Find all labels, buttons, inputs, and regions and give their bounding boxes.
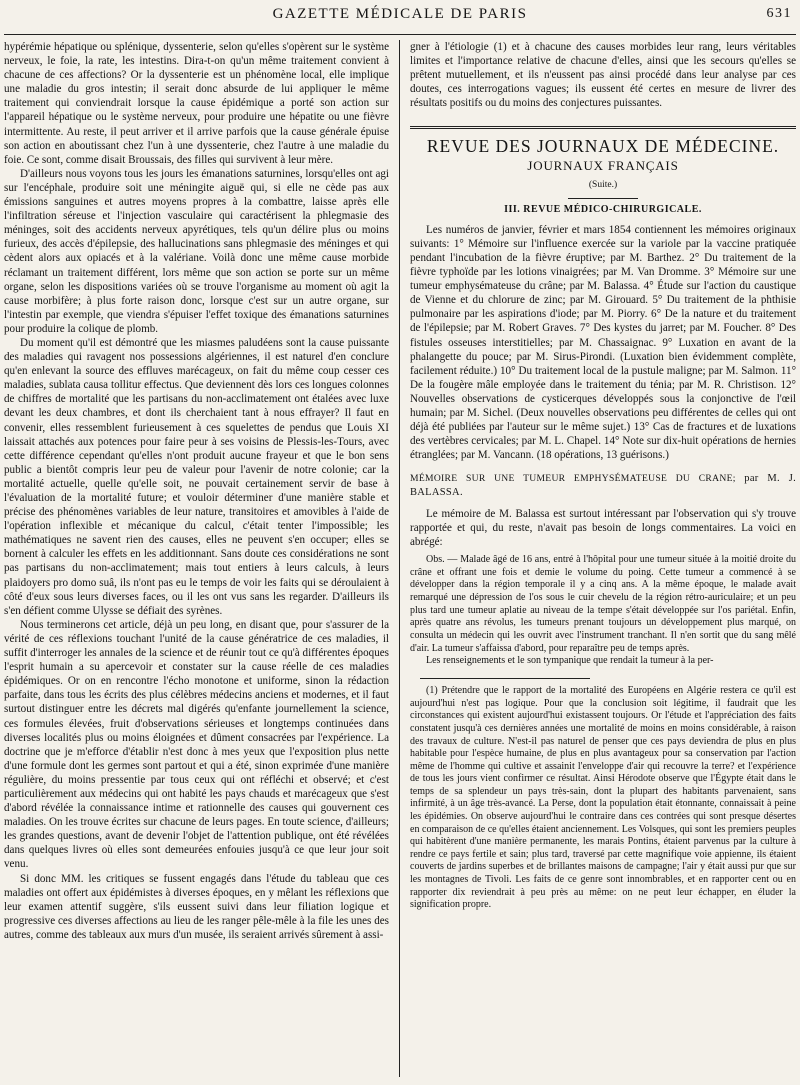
memoir-title: MÉMOIRE SUR UNE TUMEUR EMPHYSÉMATEUSE DU CRANE;: [410, 473, 736, 485]
column-divider: [399, 40, 400, 1077]
running-head: [0, 6, 800, 32]
paragraph: Du moment qu'il est démontré que les miasmes paludéens sont la cause puissante des maladies qui ravagent nos possessions algériennes, il est naturel d'en conclure qu'en enlevant la source des effluves marécageux, on fait du même coup cesser ces maladies, sublata causa tollitur effectus. Que deviennent dès lors ces longues colonnes de chiffres de mortalité que les partisans du non-acclimatement ont étalées avec luxe devant les deux chambres, et dont ils cherchaient tant à nous effrayer? Il faut en convenir, elles ressemblent furieusement à ces squelettes de pendus que Louis XI laissait attachés aux potences pour faire peur à ses voisins de Plessis-les-Tours, avec cette différence cependant qu'elles n'ont produit aucune frayeur et que le bon sens public a bientôt compris leur peu de valeur pour l'avenir de notre colonie; car la mortalité actuelle, quelle qu'elle soit, ne pouvait certainement servir de base à l'évaluation de la mortalité future; et vouloir déterminer d'une manière stable et précise des phénomènes variables de leur nature, transitoires et amovibles à l'aide de l'opération inflexible et mécanique du calcul, c'était tenter l'impossible; les mathématiques ne savent rien des causes, elles ne peuvent s'en occuper; elles se bornent à calculer les effets en les additionnant. Sans doute ces considérations ne sont pas partisans du non-acclimatement; mais tout entiers à leurs calculs, à leurs plaidoyers pro domo suâ, ils n'ont pas eu le temps de voir les faits qui se déroulaient à côté d'eux sous leurs diverses faces, ou il les ont vus sans les regarder. D'ailleurs ils s'en défient comme Ulysse se défiait des syrènes.: [4, 336, 389, 617]
left-column: [4, 40, 389, 1079]
paragraph: Les renseignements et le son tympanique que rendait la tumeur à la per-: [426, 655, 714, 667]
footnote-rule: [420, 678, 590, 679]
paragraph: Nous terminerons cet article, déjà un peu long, en disant que, pour s'assurer de la vérité de ces réflexions touchant l'unité de la cause génératrice de ces maladies, il suffit d'interroger les annales de la science et de réunir tout ce qu'à différentes époques l'esprit humain a su apercevoir et constater sur la cause réelle de ces maladies épidémiques. Or on en rencontre l'écho monotone et uniforme, sinon la rédaction parfaite, dans tous les écrits des plus célèbres médecins anciens et modernes, et il faut surtout distinguer entre les décrets mal digérés qu'enfante journellement la science, ces formules élevées, fruit d'observations sérieuses et longtemps continuées dans diverses localités plus ou moins éloignées et dûment consacrées par l'expérience. La doctrine que je m'efforce d'établir n'est donc à mes yeux que l'exposition plus nette d'une formule dont les germes sont partout et qui a été, sinon exprimée d'une manière régulière, du moins pressentie par tous ceux qui ont réfléchi et observé; et c'est particulièrement aux médecins qui ont habité les pays chauds et marécageux que s'est d'abord révélée la connaissance intime et rationnelle des causes qui gouvernent ces maladies. On les trouve écrites sur chacune de leurs pages. En toute science, d'ailleurs; les grandes questions, avant de devenir l'objet de l'attention publique, ont été révélées dans quelques livres où elles sont demeurées enfouies jusqu'à ce que leur jour soit venu.: [4, 618, 389, 871]
section-subtitle: JOURNAUX FRANÇAIS: [527, 158, 679, 174]
page-number: 631: [766, 6, 792, 21]
header-rule: [4, 34, 796, 35]
section-continued-note: (Suite.): [588, 179, 618, 190]
short-rule: [568, 198, 638, 199]
right-column: [410, 40, 796, 1079]
observation-paragraph: Obs. — Malade âgé de 16 ans, entré à l'hôpital pour une tumeur située à la moitié droite du crâne et offrant une fois et demie le volume du poing. Cette tumeur a commencé à se développer dans la région temporale il y a cinq ans. A la même époque, le malade avait remarqué une dépression de l'os sous le cuir chevelu de la région rétro-auriculaire; et un peu plus tard une tumeur aplatie au niveau de la tempe s'était développée sur l'os pariétal. Enfin, après quatre ans révolus, les tumeurs prenant toujours un développement plus marqué, on consulta un médecin qui les ouvrit avec l'instrument tranchant. Il n'en sortit que du sang mêlé d'air. La tumeur s'affaissa d'abord, pour reparaître peu de temps après.: [410, 553, 796, 654]
subsection-heading: III. REVUE MÉDICO-CHIRURGICALE.: [504, 203, 702, 215]
memoir-author: par M. J. BALASSA.: [410, 473, 796, 499]
paragraph: Si donc MM. les critiques se fussent engagés dans l'étude du tableau que ces maladies ont offert aux épidémistes à diverses époques, en y mêlant les réflexions que leur examen attentif suggère, s'ils eussent suivi dans leur filiation logique et progressive ces diverses affections au lieu de les ranger pêle-mêle à la file les unes des autres, comme des tableaux aux murs d'un musée, ils seraient arrivés sûrement à assi-: [4, 872, 389, 941]
paragraph: hypérémie hépatique ou splénique, dyssenterie, selon qu'elles s'opèrent sur le système nerveux, le foie, la rate, les intestins. Dira-t-on qu'un même traitement convient à chacune de ces affections? Or la dyssenterie est un phénomène local, elle implique une maladie du gros intestin; il serait donc absurde de lui appliquer le même traitement qui conviendrait lorsque la cause épidémique a porté son action sur l'appareil hépatique ou le système nerveux, pour produire une hépatite ou une fièvre intermittente. Au reste, il peut arriver et il arrive parfois que la cause générale épuise son action en aboutissant chez l'un à une dyssenterie, chez l'autre à une maladie du foie. Ce sont, comme disait Broussais, des filles qui survivent à leur mère.: [4, 41, 389, 166]
paragraph: Les numéros de janvier, février et mars 1854 contiennent les mémoires originaux suivants: 1° Mémoire sur l'influence exercée sur la variole par la vaccine pratiquée pendant l'incubation de la fièvre éruptive; par M. Barthez. 2° Du traitement de la fièvre typhoïde par les lotions vinaigrées; par M. Van Dromme. 3° Mémoire sur une tumeur emphysémateuse du crâne; par M. Balassa. 4° Étude sur l'action du caustique de Vienne et du chlorure de zinc; par M. Girouard. 5° Du traitement de la phthisie pulmonaire par les aspirations d'iode; par M. Piorry. 6° De la nature et du traitement de l'épilepsie; par M. Robert Graves. 7° Des kystes du jarret; par M. Foucher. 8° Des fistules osseuses interstitielles; par M. Chassaignac. 9° Luxation en avant de la phalangette du pouce; par M. Sirus-Pirondi. (Luxation bien évidemment complète, facilement réduite.) 10° Du traitement local de la pustule maligne; par M. Salmon. 11° De la fougère mâle employée dans le traitement du ténia; par M. R. Christison. 12° Nouvelles observations de cysticerques développés sous la conjonctive de l'œil humain; par M. Sichel. (Deux nouvelles observations peu différentes de celles qui ont déjà été publiées par l'auteur sur le même sujet.) 13° Cas de fractures et de luxations des vertèbres cervicales; par M. L. Chapel. 14° Note sur dix-huit opérations de hernies étranglées; par M. Vancann. (18 opérations, 13 guérisons.): [410, 223, 796, 462]
journal-title: GAZETTE MÉDICALE DE PARIS: [272, 6, 528, 22]
paragraph: gner à l'étiologie (1) et à chacune des causes morbides leur rang, leurs véritables limites et l'importance relative de chacune d'elles, ainsi que les secours qu'elles se prêtent mutuellement, et ils n'eussent pas ainsi procédé dans leur analyse par ces doutes, ces interrogations vagues; ils eussent été certes en mesure de livrer des résultats positifs ou du moins des conjectures puissantes.: [410, 41, 796, 110]
section-title: REVUE DES JOURNAUX DE MÉDECINE.: [410, 126, 796, 157]
footnote: (1) Prétendre que le rapport de la mortalité des Européens en Algérie restera ce qu'il est aujourd'hui n'est pas logique. Pour que la conclusion soit légitime, il faudrait que les circonstances qui existent aujourd'hui existassent toujours. Or l'étude et l'appréciation des faits constatent jusqu'à ces dernières années une mortalité de moins en moins considérable, à raison des travaux de culture. N'est-il pas naturel de penser que ces pays deviendra de plus en plus habitable pour l'espèce humaine, de plus en plus avantageux pour sa conservation par l'action même de l'homme qui cultive et assainit l'enveloppe d'air qui recouvre la terre? et l'expérience de tous les jours vient confirmer ce résultat. Ainsi Hérodote observe que l'Égypte était dans le temps de sa splendeur un pays très-sain, dont la plupart des habitants parvenaient, sans infirmité, à un âge très-avancé. La Perse, dont la population était étonnante, connaissait à peine les épidémies. On observe aujourd'hui le contraire dans ces contrées qui sont presque désertes en comparaison de ce qu'elles étaient anciennement. Les Volsques, qui sont les premiers peuples qui habitèrent d'une manière permanente, les marais Pontins, étaient parvenus par la culture à rendre ce pays fertile et sain; plus tard, traversé par cette magnifique voie appienne, ils étaient couverts de jardins superbes et de brillantes maisons de campagne; l'air y était aussi pur que sur les montagnes de Tivoli. Les faits de ce genre sont innombrables, et en rapporter cent ou en rapporter dix reviendrait à peu près au même: on ne peut leur échapper, en éluder la signification propre.: [410, 685, 796, 911]
paragraph: Le mémoire de M. Balassa est surtout intéressant par l'observation qui s'y trouve rapportée et qui, du reste, n'avait pas besoin de longs commentaires. La voici en abrégé:: [410, 507, 796, 548]
memoir-heading: [410, 472, 796, 500]
paragraph: D'ailleurs nous voyons tous les jours les émanations saturnines, lorsqu'elles ont agi sur l'encéphale, produire soit une méningite aiguë qui, si elle ne cède pas aux émissions sanguines et autres moyens propres à la combattre, laisse après elle l'infiltration séreuse et l'injection vasculaire qui caractérisent la phlegmasie des méninges, soit des accidents nerveux apyrétiques, tels qu'un délire plus ou moins furieux, des accès d'épilepsie, des hallucinations sans phlegmasie des méninges et qui cèdent alors aux opiacés et à la valériane. Voilà donc une même cause morbide réclamant un traitement différent, lors même que son action se porte sur un même organe, selon les dispositions variées où se trouve l'organisme au moment où agit la cause morbifère; à plus forte raison donc, lorsque c'est sur un autre organe, sur l'intestin par exemple, que viendra s'épuiser l'effet toxique des émanations saturnines pour produire la colique de plomb.: [4, 167, 389, 335]
